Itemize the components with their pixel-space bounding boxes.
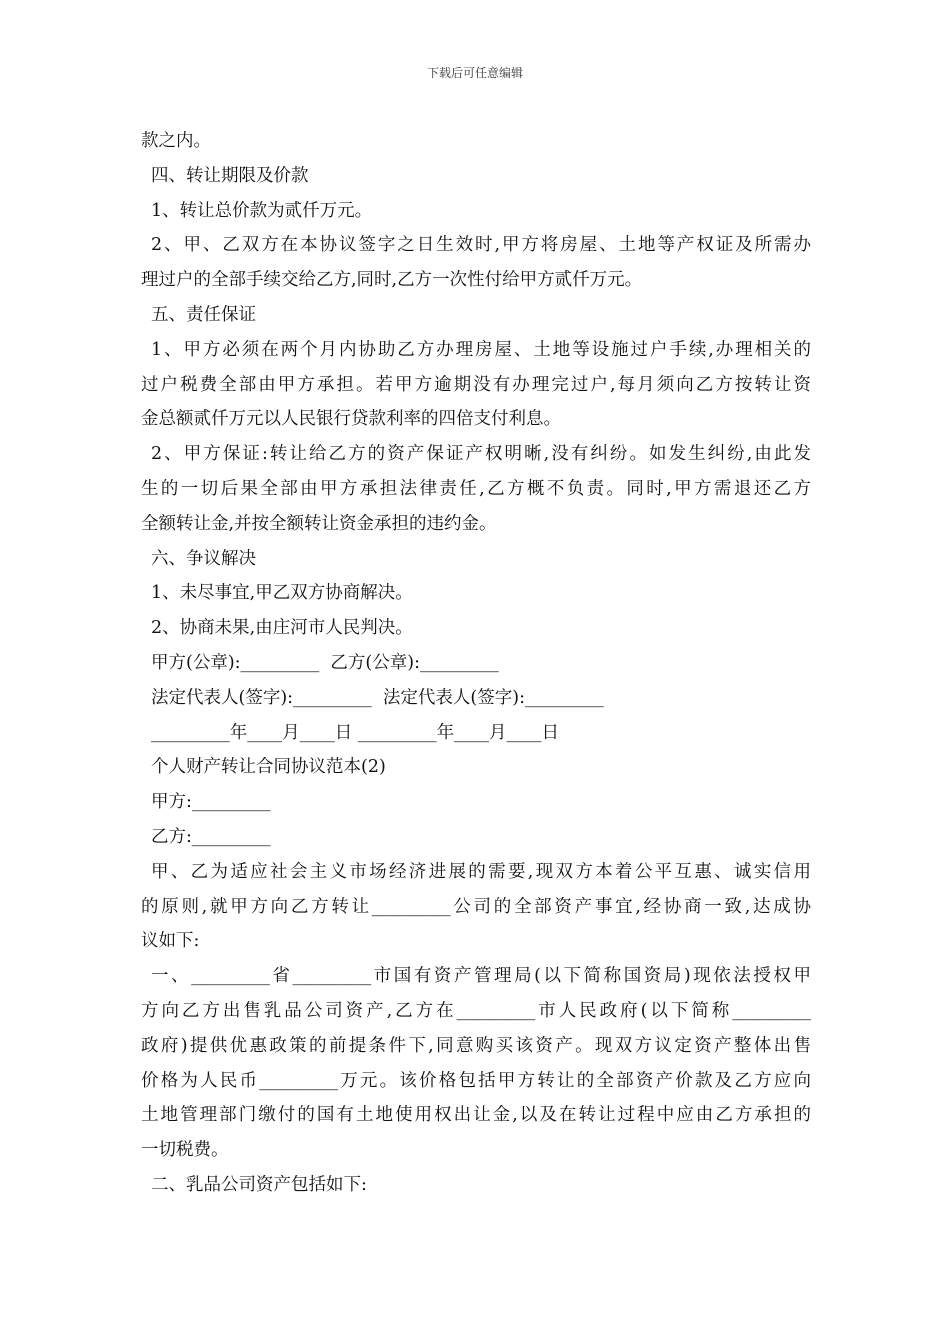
text-line: 六、争议解决 xyxy=(151,548,256,569)
document-body xyxy=(141,124,811,1203)
text-line: 理过户的全部手续交给乙方,同时,乙方一次性付给甲方贰仟万元。 xyxy=(141,270,643,291)
text-line: 四、转让期限及价款 xyxy=(151,165,309,186)
text-line: 土地管理部门缴付的国有土地使用权出让金,以及在转让过程中应由乙方承担的 xyxy=(141,1105,811,1126)
text-line: 法定代表人(签字):_________ 法定代表人(签字):_________ xyxy=(151,687,604,708)
text-line: 的原则,就甲方向乙方转让_________公司的全部资产事宜,经协商一致,达成协 xyxy=(141,896,811,917)
text-line: 二、乳品公司资产包括如下: xyxy=(151,1174,367,1195)
text-line: 金总额贰仟万元以人民银行贷款利率的四倍支付利息。 xyxy=(141,409,561,430)
text-line: 一、_________省_________市国有资产管理局(以下简称国资局)现依法授权甲 xyxy=(151,966,811,987)
text-line: 款之内。 xyxy=(141,131,211,151)
text-line: 甲方(公章):_________ 乙方(公章):_________ xyxy=(151,652,499,673)
text-line: 议如下: xyxy=(141,931,200,952)
text-line: _________年____月____日 _________年____月____日 xyxy=(151,722,560,743)
text-line: 乙方:_________ xyxy=(151,826,271,847)
text-line: 全额转让金,并按全额转让资金承担的违约金。 xyxy=(141,513,497,534)
page-header: 下载后可任意编辑 xyxy=(426,66,523,80)
text-line: 过户税费全部由甲方承担。若甲方逾期没有办理完过户,每月须向乙方按转让资 xyxy=(141,374,811,395)
text-line: 一切税费。 xyxy=(141,1140,229,1161)
text-line: 2、甲方保证:转让给乙方的资产保证产权明晰,没有纠纷。如发生纠纷,由此发 xyxy=(151,444,811,465)
text-line: 生的一切后果全部由甲方承担法律责任,乙方概不负责。同时,甲方需退还乙方 xyxy=(141,478,811,499)
text-line: 1、转让总价款为贰仟万元。 xyxy=(151,200,373,221)
text-line: 1、甲方必须在两个月内协助乙方办理房屋、土地等设施过户手续,办理相关的 xyxy=(151,339,811,360)
text-line: 价格为人民币_________万元。该价格包括甲方转让的全部资产价款及乙方应向 xyxy=(141,1070,811,1091)
text-line: 个人财产转让合同协议范本(2) xyxy=(151,757,386,778)
text-line: 五、责任保证 xyxy=(151,304,256,325)
text-line: 政府)提供优惠政策的前提条件下,同意购买该资产。现双方议定资产整体出售 xyxy=(141,1035,811,1056)
text-line: 方向乙方出售乳品公司资产,乙方在_________市人民政府(以下简称_________ xyxy=(141,1000,811,1021)
text-line: 甲、乙为适应社会主义市场经济进展的需要,现双方本着公平互惠、诚实信用 xyxy=(151,861,811,882)
text-line: 2、甲、乙双方在本协议签字之日生效时,甲方将房屋、土地等产权证及所需办 xyxy=(151,235,811,256)
text-line: 1、未尽事宜,甲乙双方协商解决。 xyxy=(151,583,413,604)
text-line: 2、协商未果,由庄河市人民判决。 xyxy=(151,618,413,639)
text-line: 甲方:_________ xyxy=(151,792,271,813)
